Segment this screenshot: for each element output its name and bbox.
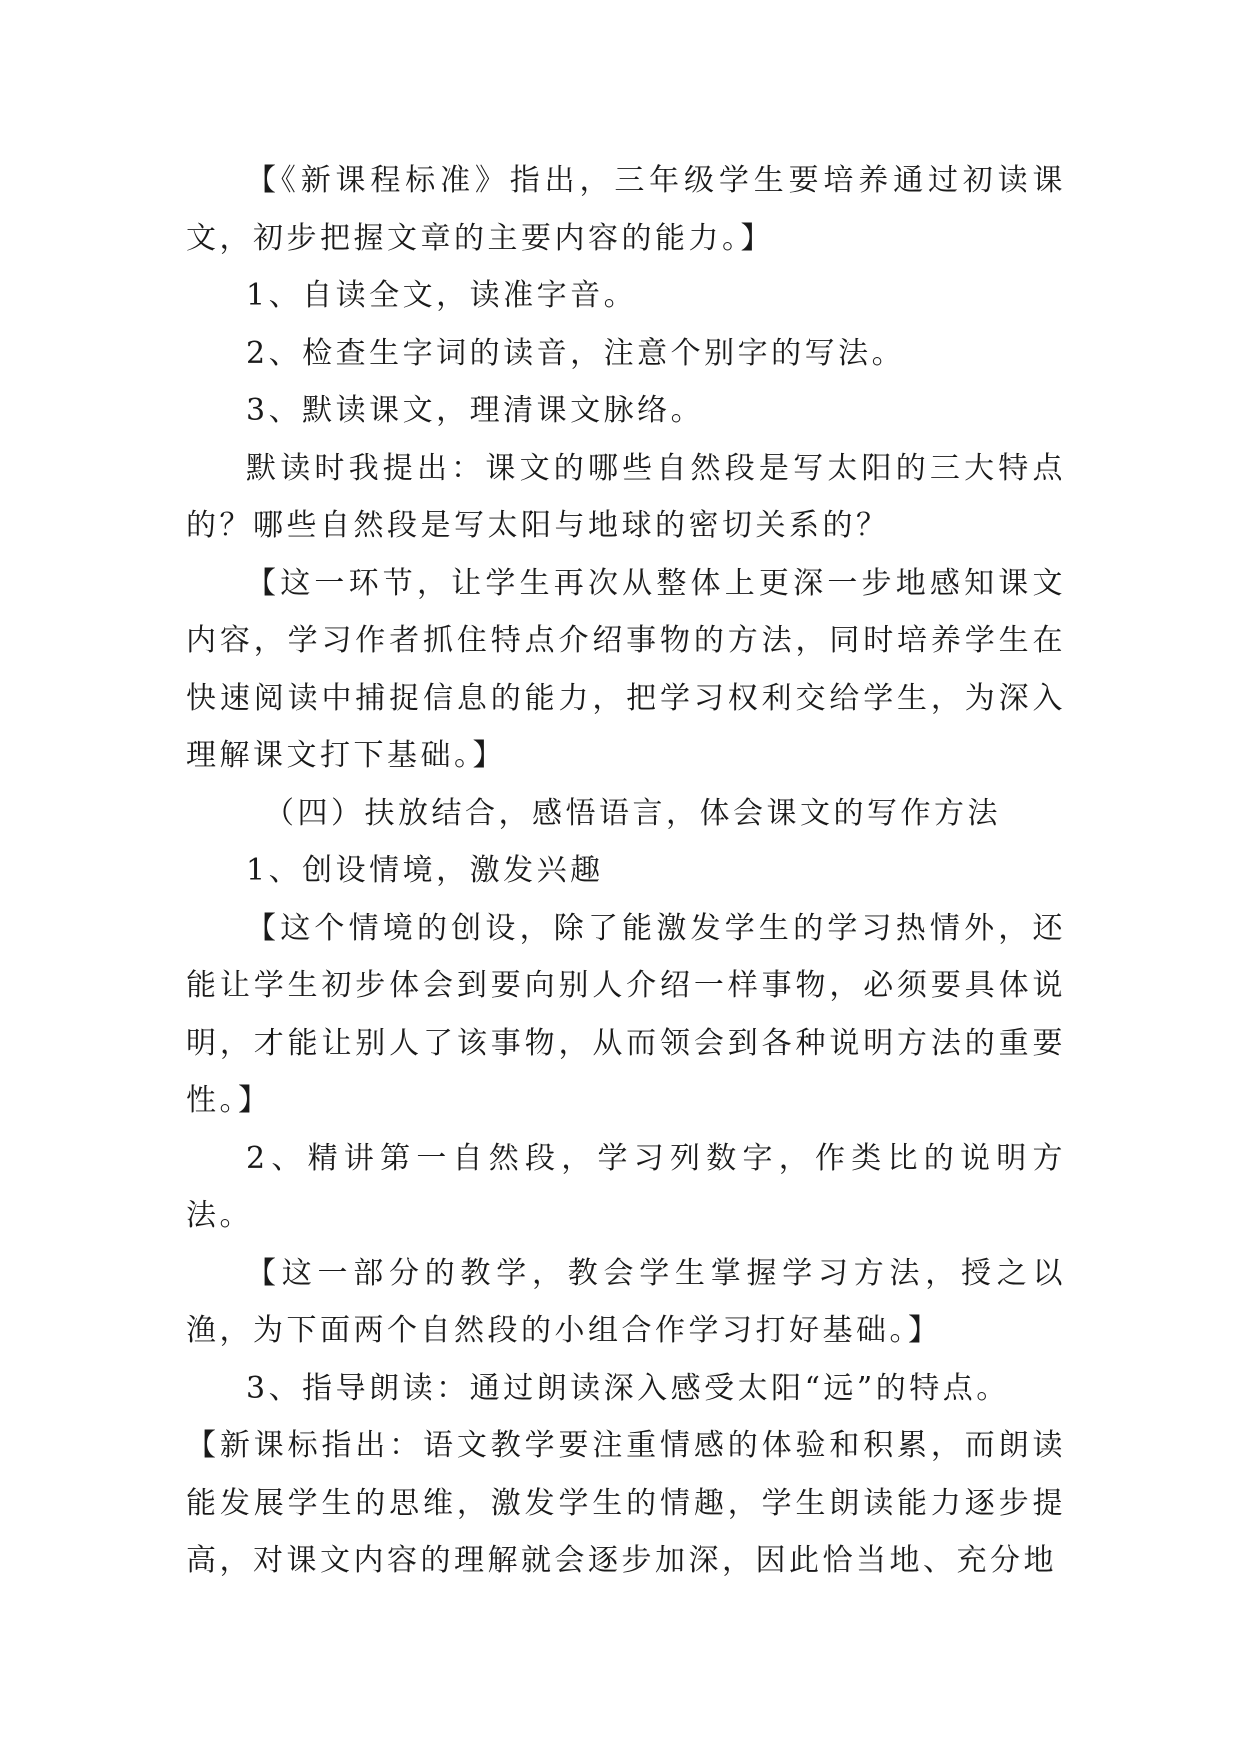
paragraph-create-scenario: 1、创设情境，激发兴趣: [246, 853, 604, 888]
paragraph-step-3: 3、默读课文，理清课文脉络。: [246, 393, 705, 428]
paragraph-segment-note: 【这一环节，让学生再次从整体上更深一步地感知课文内容，学习作者抓住特点介绍事物的方法，同时培养学生在快速阅读中捕捉信息的能力，把学习权利交给学生，为深入理解课文打下基础。】: [186, 565, 1066, 773]
paragraph-silent-reading-question: 默读时我提出：课文的哪些自然段是写太阳的三大特点的？哪些自然段是写太阳与地球的密切关系的？: [186, 450, 1066, 543]
paragraph-new-standard-note: 【新课标指出：语文教学要注重情感的体验和积累，而朗读能发展学生的思维，激发学生的情趣，学生朗读能力逐步提高，对课文内容的理解就会逐步加深，因此恰当地、充分地: [186, 1428, 1066, 1578]
paragraph-curriculum-note: 【《新课程标准》指出，三年级学生要培养通过初读课文，初步把握文章的主要内容的能力。】: [186, 163, 1066, 256]
paragraph-step-2: 2、检查生字词的读音，注意个别字的写法。: [246, 335, 906, 371]
paragraph-scenario-note: 【这个情境的创设，除了能激发学生的学习热情外，还能让学生初步体会到要向别人介绍一样事物，必须要具体说明，才能让别人了该事物，从而领会到各种说明方法的重要性。】: [186, 910, 1066, 1118]
paragraph-step-1: 1、自读全文，读准字音。: [246, 278, 638, 313]
paragraph-guided-reading: 3、指导朗读：通过朗读深入感受太阳“远”的特点。: [246, 1370, 1010, 1406]
paragraph-first-section: 2、精讲第一自然段，学习列数字，作类比的说明方法。: [186, 1140, 1066, 1233]
section-heading-four: （四）扶放结合，感悟语言，体会课文的写作方法: [264, 795, 1001, 831]
document-body: [186, 152, 1066, 1590]
paragraph-teaching-note: 【这一部分的教学，教会学生掌握学习方法，授之以渔，为下面两个自然段的小组合作学习打好基础。】: [186, 1255, 1066, 1348]
